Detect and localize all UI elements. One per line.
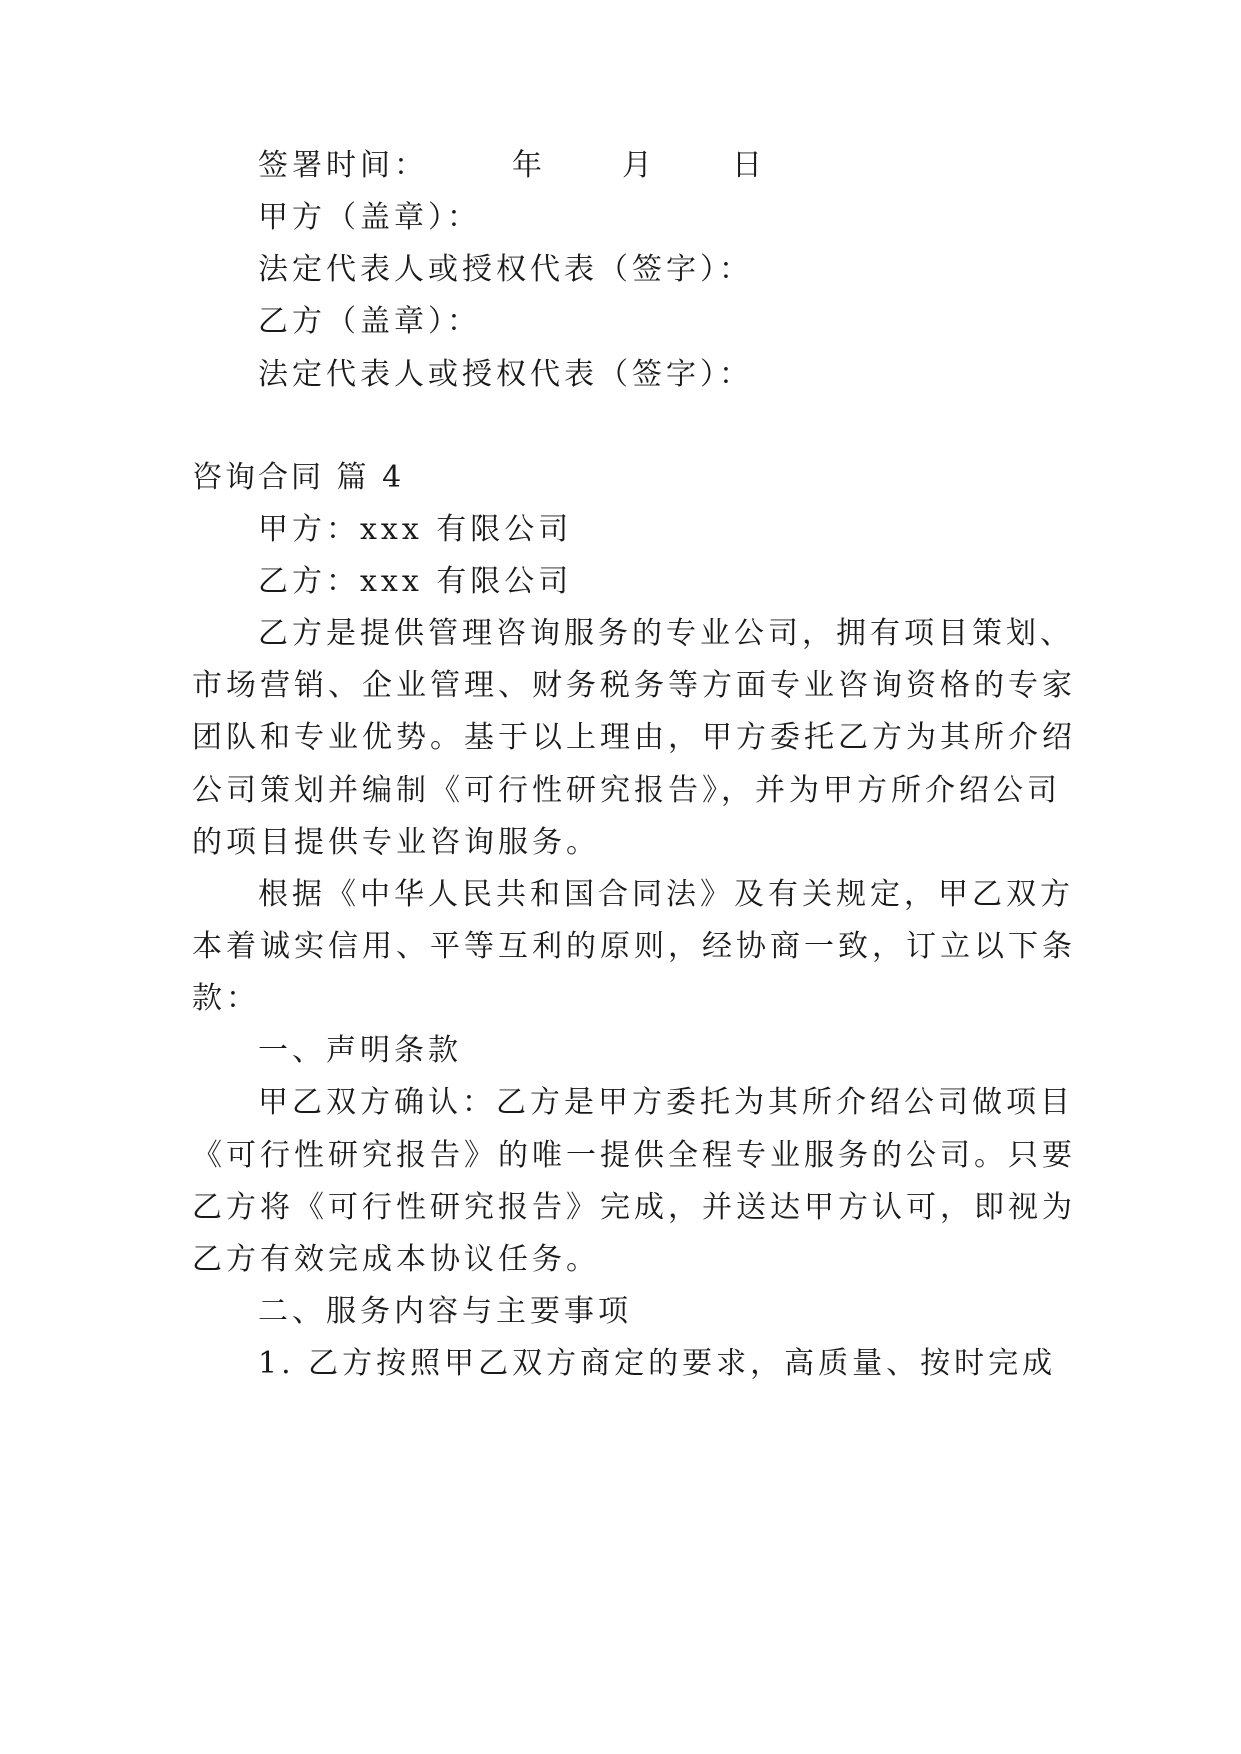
signing-date-line <box>258 146 766 186</box>
paragraph-line: 乙方是提供管理咨询服务的专业公司，拥有项目策划、 <box>258 616 1074 651</box>
party-b-representative: 法定代表人或授权代表（签字）： <box>258 357 753 392</box>
party-a-name: 甲方：xxx 有限公司 <box>258 512 573 547</box>
signing-month: 月 <box>622 148 656 183</box>
paragraph-line: 乙方将《可行性研究报告》完成，并送达甲方认可，即视为 <box>192 1190 1076 1225</box>
party-a-seal: 甲方（盖章）： <box>258 200 481 235</box>
party-b-seal: 乙方（盖章）： <box>258 304 481 339</box>
signing-date-label: 签署时间： <box>258 148 428 183</box>
paragraph-line: 《可行性研究报告》的唯一提供全程专业服务的公司。只要 <box>192 1138 1076 1173</box>
paragraph-line: 市场营销、企业管理、财务税务等方面专业咨询资格的专家 <box>192 668 1076 703</box>
paragraph-line: 本着诚实信用、平等互利的原则，经协商一致，订立以下条 <box>192 929 1076 964</box>
paragraph-line: 团队和专业优势。基于以上理由，甲方委托乙方为其所介绍 <box>192 720 1076 755</box>
party-a-representative: 法定代表人或授权代表（签字）： <box>258 252 753 287</box>
signing-year: 年 <box>512 148 546 183</box>
section-title: 咨询合同 篇 4 <box>192 460 405 495</box>
paragraph-line: 甲乙双方确认：乙方是甲方委托为其所介绍公司做项目 <box>258 1085 1074 1120</box>
signing-day: 日 <box>732 148 766 183</box>
paragraph-line: 公司策划并编制《可行性研究报告》，并为甲方所介绍公司 <box>192 773 1061 808</box>
paragraph-line: 款： <box>192 981 260 1016</box>
heading-declaration: 一、声明条款 <box>258 1033 462 1068</box>
heading-service-content: 二、服务内容与主要事项 <box>258 1294 632 1329</box>
party-b-name: 乙方：xxx 有限公司 <box>258 564 573 599</box>
paragraph-line: 1. 乙方按照甲乙双方商定的要求，高质量、按时完成 <box>258 1346 1057 1381</box>
paragraph-line: 根据《中华人民共和国合同法》及有关规定，甲乙双方 <box>258 877 1074 912</box>
paragraph-line: 乙方有效完成本协议任务。 <box>192 1242 600 1277</box>
paragraph-line: 的项目提供专业咨询服务。 <box>192 825 600 860</box>
